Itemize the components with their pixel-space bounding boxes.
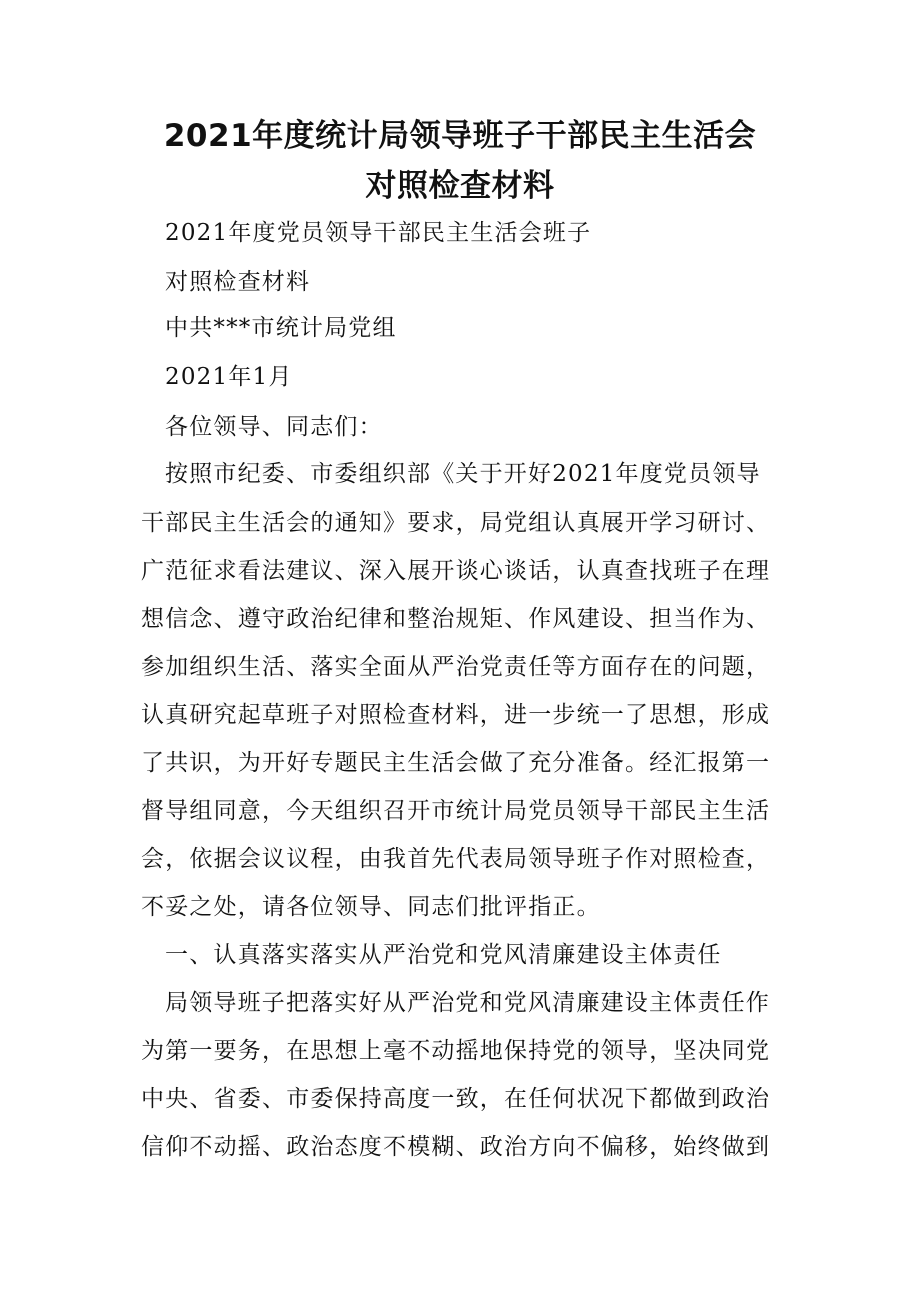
paragraph-line: 了共识，为开好专题民主生活会做了充分准备。经汇报第一 [141,750,771,776]
salutation-line: 各位领导、同志们： [165,414,383,440]
issuer-line: 中共***市统计局党组 [165,315,397,341]
paragraph-line: 干部民主生活会的通知》要求，局党组认真展开学习研讨、 [141,510,771,536]
document-title-line-1: 2021年度统计局领导班子干部民主生活会 [163,118,757,154]
paragraph-line: 为第一要务，在思想上毫不动摇地保持党的领导，坚决同党 [141,1038,771,1064]
date-line: 2021年1月 [165,364,293,390]
paragraph-line: 局领导班子把落实好从严治党和党风清廉建设主体责任作 [165,990,770,1016]
paragraph-line: 中央、省委、市委保持高度一致，在任何状况下都做到政治 [141,1086,771,1112]
paragraph-line: 会，依据会议议程，由我首先代表局领导班子作对照检查， [141,846,771,872]
subtitle-line: 2021年度党员领导干部民主生活会班子 [165,220,592,246]
paragraph-line: 广范征求看法建议、深入展开谈心谈话，认真查找班子在理 [141,558,771,584]
document-title-line-2: 对照检查材料 [365,168,555,204]
paragraph-line: 想信念、遵守政治纪律和整治规矩、作风建设、担当作为、 [141,606,771,632]
paragraph-line: 信仰不动摇、政治态度不模糊、政治方向不偏移，始终做到 [141,1134,771,1160]
paragraph-line: 按照市纪委、市委组织部《关于开好2021年度党员领导 [165,461,761,487]
paragraph-line: 督导组同意，今天组织召开市统计局党员领导干部民主生活 [141,798,771,824]
paragraph-line: 认真研究起草班子对照检查材料，进一步统一了思想，形成 [141,702,771,728]
section-heading: 一、认真落实落实从严治党和党风清廉建设主体责任 [165,942,722,968]
paragraph-line: 不妥之处，请各位领导、同志们批评指正。 [141,894,601,920]
subtitle-line: 对照检查材料 [165,269,311,295]
paragraph-line: 参加组织生活、落实全面从严治党责任等方面存在的问题， [141,654,771,680]
